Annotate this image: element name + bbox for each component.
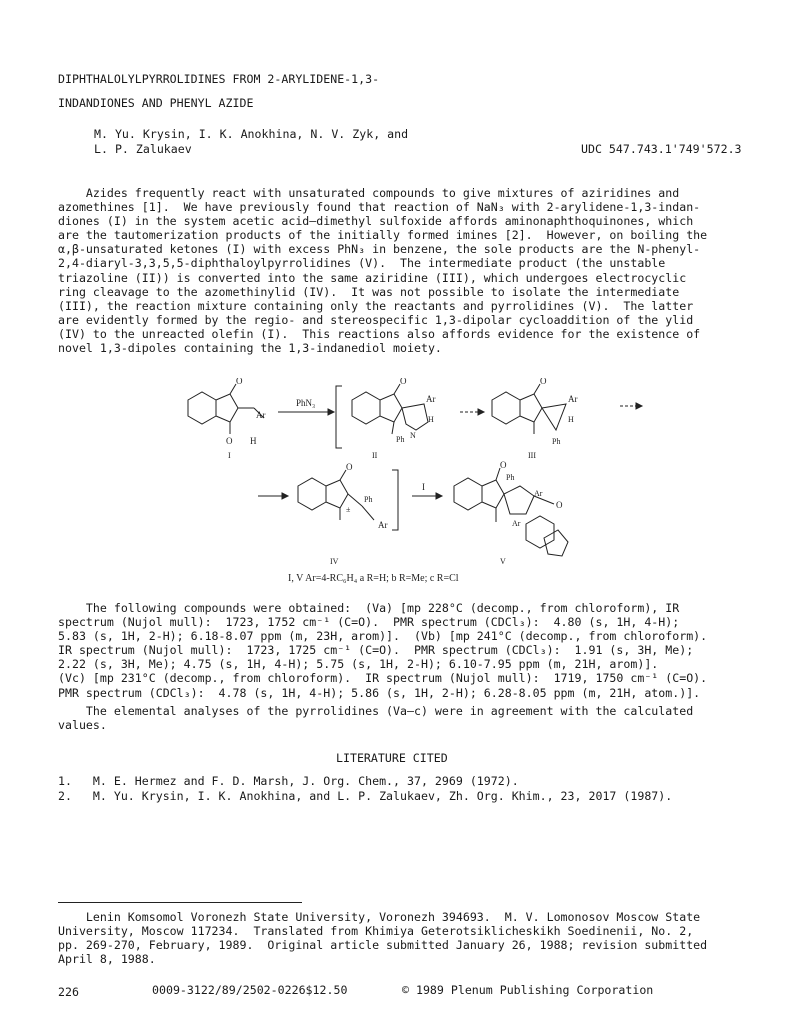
atom-label: O xyxy=(500,460,507,470)
authors-line-1: M. Yu. Krysin, I. K. Anokhina, N. V. Zyk, and xyxy=(94,127,409,141)
compound-label: III xyxy=(528,451,536,460)
abstract-line: (IV) to the unreacted olefin (I). This reactions also affords evidence for the existence of xyxy=(58,326,701,341)
compound-III-structure xyxy=(492,384,566,434)
atom-label: Ar xyxy=(534,489,543,498)
title-line-2: INDANDIONES AND PHENYL AZIDE xyxy=(58,96,254,110)
copyright: © 1989 Plenum Publishing Corporation xyxy=(402,983,654,997)
atom-label: H xyxy=(250,436,257,446)
abstract-line: Azides frequently react with unsaturated compounds to give mixtures of aziridines and xyxy=(58,186,680,200)
atom-label: Ar xyxy=(512,519,521,528)
footnote xyxy=(58,910,707,966)
compound-label: II xyxy=(372,451,378,460)
atom-label: Ph xyxy=(364,495,373,504)
analysis-line: The elemental analyses of the pyrrolidines (Va—c) were in agreement with the calculated xyxy=(58,704,694,718)
reagent-label: PhN₃ xyxy=(296,398,316,408)
atom-label: Ph xyxy=(396,435,405,444)
abstract-line: triazoline (II)) is converted into the same aziridine (III), which undergoes electrocyclic xyxy=(58,270,687,285)
reference-1: 1. M. E. Hermez and F. D. Marsh, J. Org. Chem., 37, 2969 (1972). xyxy=(58,774,519,788)
compounds-line: (Vc) [mp 231°C (decomp., from chloroform). IR spectrum (Nujol mull): 1719, 1750 cm⁻¹ (C=O). xyxy=(58,671,708,686)
footnote-line: April 8, 1988. xyxy=(58,952,156,967)
atom-label: O xyxy=(540,378,547,386)
reaction-scheme xyxy=(170,378,730,588)
atom-label: Ar xyxy=(256,410,266,420)
abstract-line: 2,4-diaryl-3,3,5,5-diphthaloylpyrrolidines (V). The intermediate product (the unstable xyxy=(58,256,666,271)
compound-label: V xyxy=(500,557,506,566)
compounds-line: spectrum (Nujol mull): 1723, 1752 cm⁻¹ (C=O). PMR spectrum (CDCl₃): 4.80 (s, 1H, 4-H); xyxy=(58,615,680,630)
atom-label: H xyxy=(568,415,574,424)
title-line-1: DIPHTHALOLYLPYRROLIDINES FROM 2-ARYLIDENE-1,3- xyxy=(58,72,380,86)
atom-label: Ar xyxy=(568,394,578,404)
authors-line-2: L. P. Zalukaev xyxy=(94,142,192,156)
compounds-line: 2.22 (s, 3H, Me); 4.75 (s, 1H, 4-H); 5.75 (s, 1H, 2-H); 6.10-7.95 ppm (m, 21H, arom)]. xyxy=(58,657,659,672)
abstract-line: are the tautomerization products of the initially formed imines [2]. However, on boiling the xyxy=(58,228,708,243)
compounds-paragraph xyxy=(58,601,707,700)
atom-label: Ar xyxy=(378,520,388,530)
compounds-line: 5.83 (s, 1H, 2-H); 6.18-8.07 ppm (m, 23H, arom)]. (Vb) [mp 241°C (decomp., from chloroform). xyxy=(58,629,708,644)
abstract-line: (III), the reaction mixture containing only the reactants and pyrrolidines (V). The latter xyxy=(58,298,694,313)
compounds-line: PMR spectrum (CDCl₃): 4.78 (s, 1H, 4-H); 5.86 (s, 1H, 2-H); 6.28-8.05 ppm (m, 21H, atom.)]. xyxy=(58,685,701,700)
reference-2: 2. M. Yu. Krysin, I. K. Anokhina, and L. P. Zalukaev, Zh. Org. Khim., 23, 2017 (1987). xyxy=(58,789,673,803)
issn-code: 0009-3122/89/2502-0226$12.50 xyxy=(152,983,348,997)
atom-label: Ph xyxy=(506,473,515,482)
atom-label: N xyxy=(410,431,416,440)
abstract-paragraph xyxy=(58,186,707,355)
footnote-line: pp. 269-270, February, 1989. Original article submitted January 26, 1988; revision submitted xyxy=(58,938,708,953)
atom-label: O xyxy=(556,500,563,510)
atom-label: O xyxy=(226,436,233,446)
charge-label: ± xyxy=(346,505,351,514)
analysis-line: values. xyxy=(58,718,107,733)
scheme-caption: I, V Ar=4-RC₆H₄ a R=H; b R=Me; c R=Cl xyxy=(288,573,459,584)
atom-label: Ar xyxy=(426,394,436,404)
literature-heading: LITERATURE CITED xyxy=(336,751,448,765)
abstract-line: α,β-unsaturated ketones (I) with excess PhN₃ in benzene, the sole products are the N-phenyl- xyxy=(58,242,701,257)
compounds-line: IR spectrum (Nujol mull): 1723, 1725 cm⁻¹ (C=O). PMR spectrum (CDCl₃): 1.91 (s, 3H, Me); xyxy=(58,643,694,658)
page-number: 226 xyxy=(58,985,79,999)
footnote-line: University, Moscow 117234. Translated from Khimiya Geterotsiklicheskikh Soedinenii, No. 2, xyxy=(58,924,694,939)
abstract-line: are evidently formed by the regio- and stereospecific 1,3-dipolar cycloaddition of the ylid xyxy=(58,312,694,327)
compound-I-structure xyxy=(188,384,264,434)
atom-label: O xyxy=(346,462,353,472)
footnote-rule xyxy=(58,902,302,903)
atom-label: H xyxy=(428,415,434,424)
compound-label: IV xyxy=(330,557,339,566)
abstract-line: diones (I) in the system acetic acid—dimethyl sulfoxide affords aminonaphthoquinones, which xyxy=(58,214,694,229)
atom-label: O xyxy=(400,378,407,386)
atom-label: Ph xyxy=(552,437,561,446)
compound-label: I xyxy=(228,451,231,460)
analysis-paragraph xyxy=(58,704,693,732)
compounds-line: The following compounds were obtained: (Va) [mp 228°C (decomp., from chloroform), IR xyxy=(58,601,680,615)
abstract-line: novel 1,3-dipoles containing the 1,3-indanediol moiety. xyxy=(58,341,442,356)
footnote-line: Lenin Komsomol Voronezh State University, Voronezh 394693. M. V. Lomonosov Moscow State xyxy=(58,910,701,924)
atom-label: O xyxy=(236,378,243,386)
reagent-label: I xyxy=(422,482,425,492)
abstract-line: ring cleavage to the azomethinylid (IV). It was not possible to isolate the intermediate xyxy=(58,284,680,299)
abstract-line: azomethines [1]. We have previously found that reaction of NaN₃ with 2-arylidene-1,3-indan- xyxy=(58,200,701,215)
udc-code: UDC 547.743.1'749'572.3 xyxy=(581,142,742,156)
